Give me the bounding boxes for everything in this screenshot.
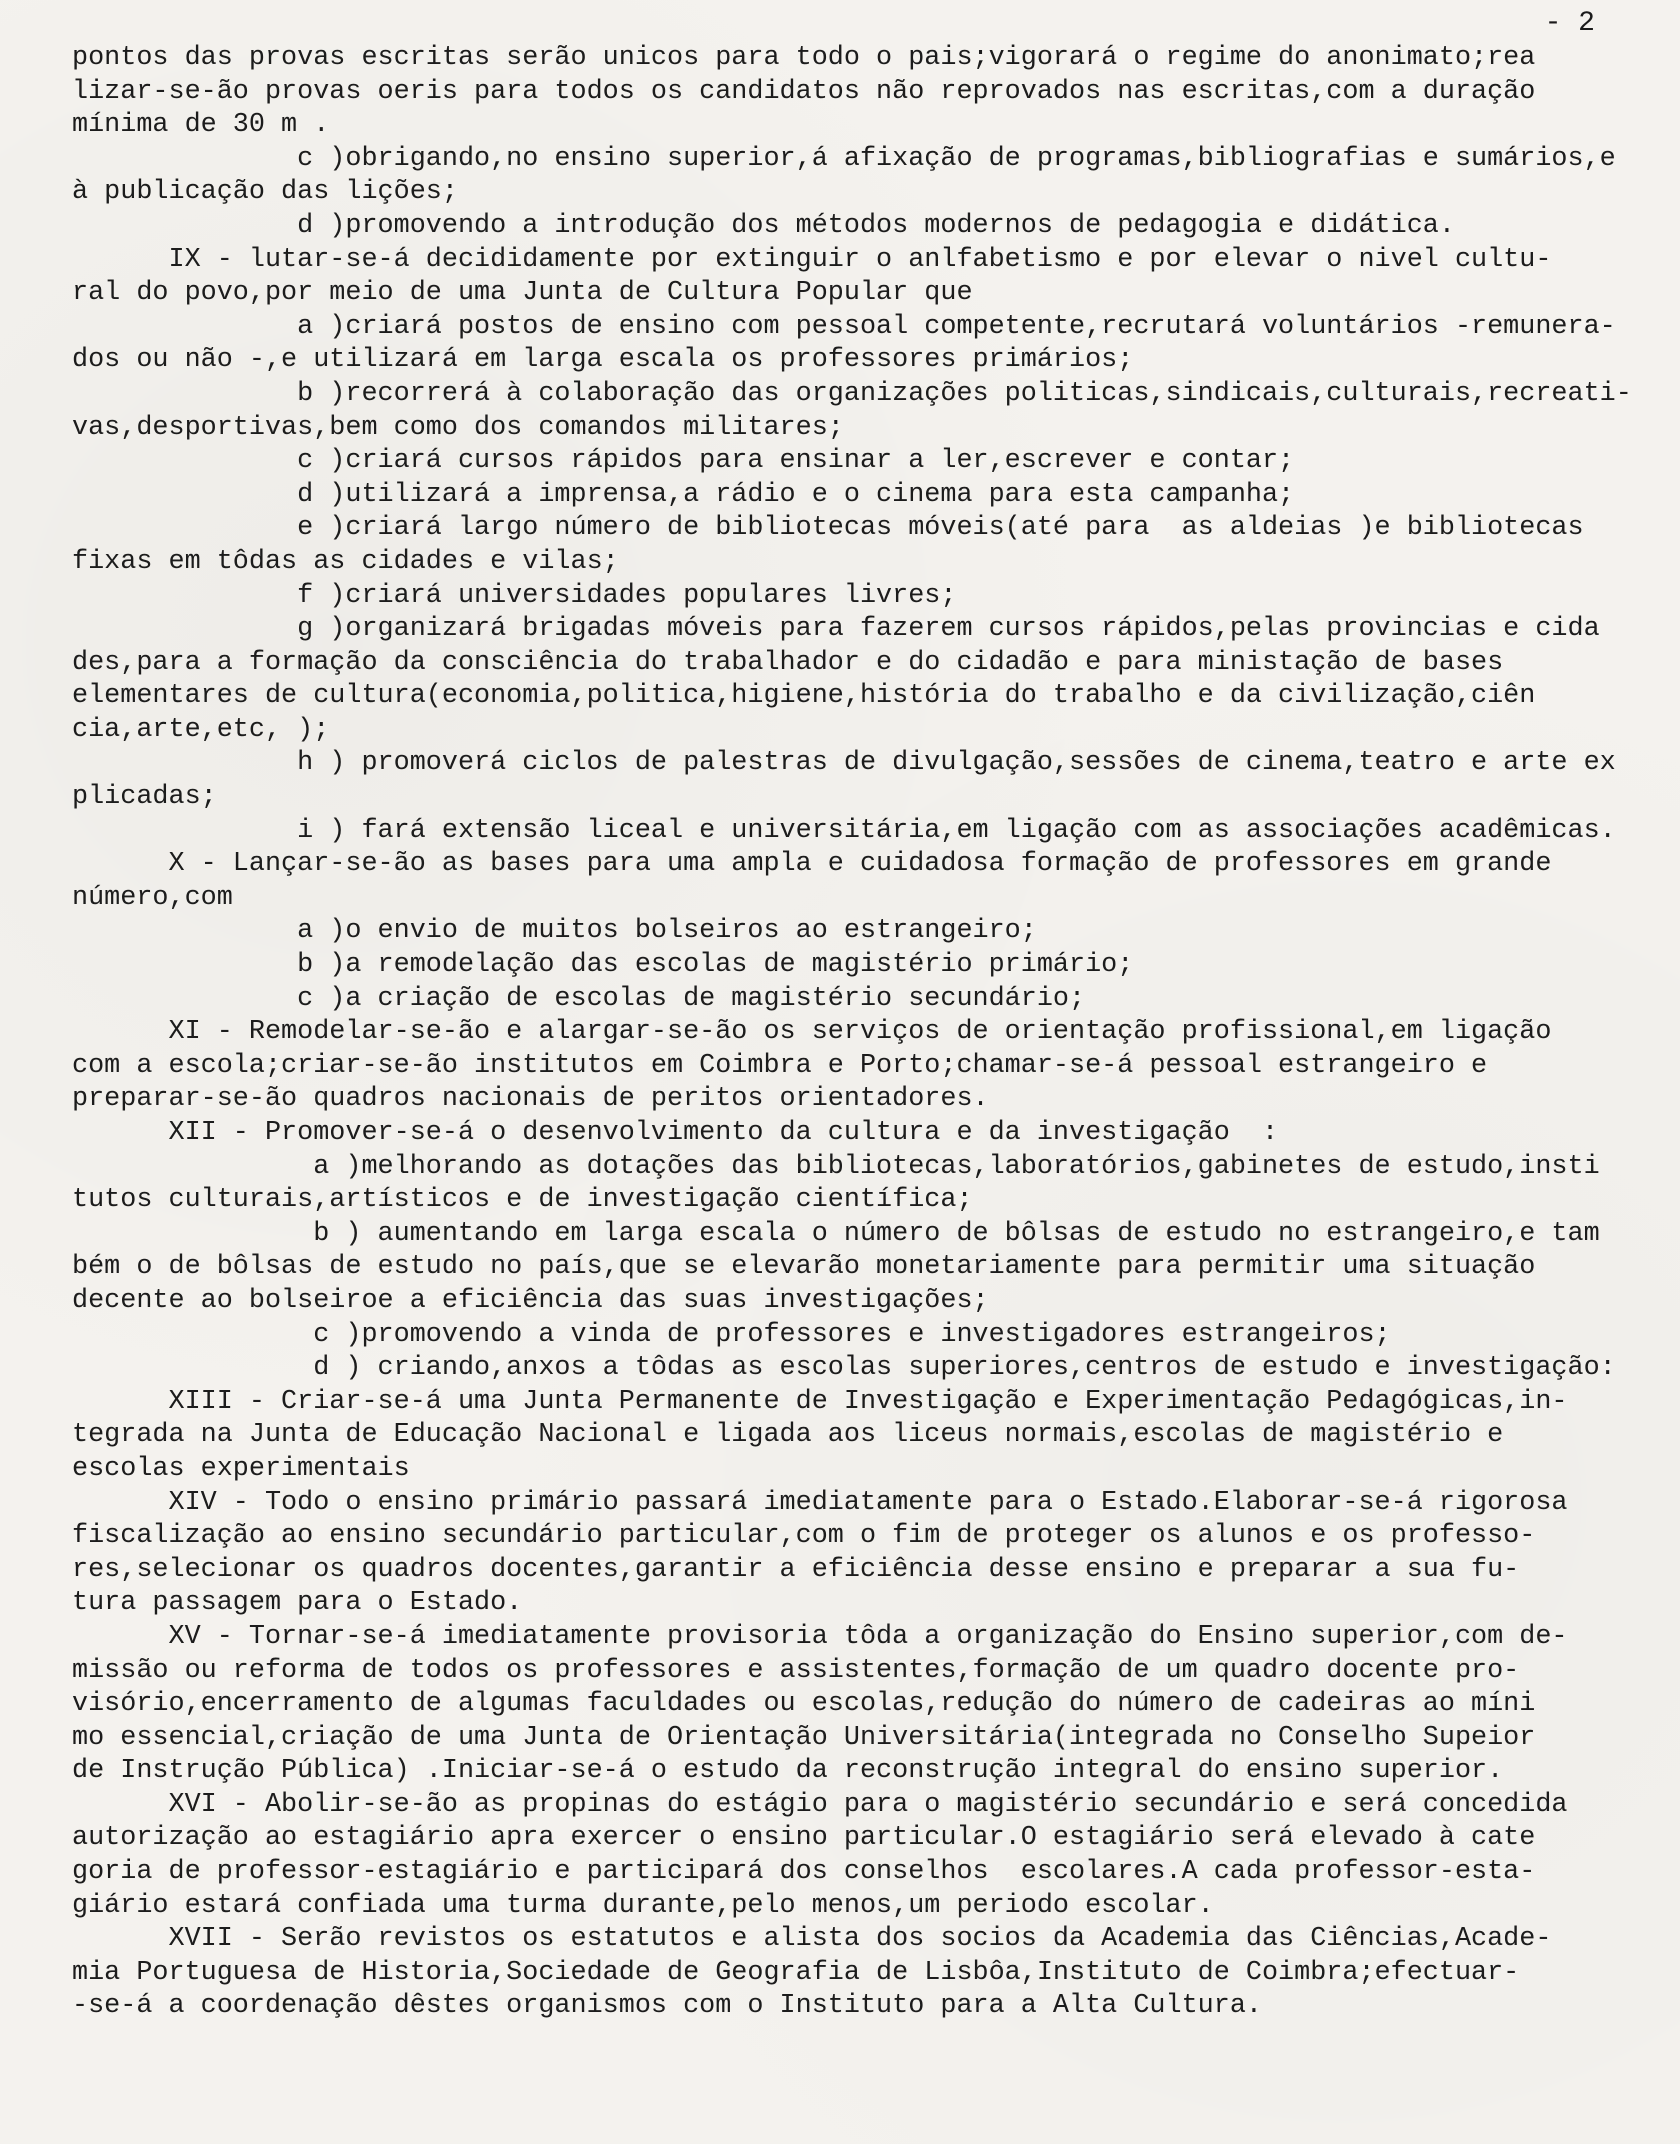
- text-line: decente ao bolseiroe a eficiência das suas investigações;: [72, 1285, 989, 1316]
- text-line: fixas em tôdas as cidades e vilas;: [72, 546, 619, 577]
- text-line: cia,arte,etc, );: [72, 714, 330, 745]
- text-line: mínima de 30 m .: [72, 110, 330, 141]
- text-line: d )promovendo a introdução dos métodos modernos de pedagogia e didática.: [72, 210, 1455, 241]
- text-line: tura passagem para o Estado.: [72, 1588, 523, 1619]
- text-line: g )organizará brigadas móveis para fazerem cursos rápidos,pelas provincias e cida: [72, 614, 1600, 645]
- text-line: mia Portuguesa de Historia,Sociedade de Geografia de Lisbôa,Instituto de Coimbra;efectuar-: [72, 1957, 1520, 1988]
- text-line: b ) aumentando em larga escala o número de bôlsas de estudo no estrangeiro,e tam: [72, 1218, 1600, 1249]
- text-line: preparar-se-ão quadros nacionais de peritos orientadores.: [72, 1084, 989, 1115]
- text-line: ral do povo,por meio de uma Junta de Cultura Popular que: [72, 278, 973, 309]
- page-number: - 2: [1544, 8, 1595, 39]
- text-line: XIV - Todo o ensino primário passará imediatamente para o Estado.Elaborar-se-á rigorosa: [72, 1487, 1568, 1518]
- text-line: d ) criando,anxos a tôdas as escolas superiores,centros de estudo e investigação:: [72, 1353, 1616, 1384]
- text-line: -se-á a coordenação dêstes organismos com o Instituto para a Alta Cultura.: [72, 1991, 1262, 2022]
- text-line: mo essencial,criação de uma Junta de Orientação Universitária(integrada no Conselho Supeior: [72, 1722, 1536, 1753]
- text-line: plicadas;: [72, 782, 217, 813]
- text-line: XI - Remodelar-se-ão e alargar-se-ão os serviços de orientação profissional,em ligação: [72, 1017, 1552, 1048]
- text-line: autorização ao estagiário apra exercer o ensino particular.O estagiário será elevado à cate: [72, 1823, 1536, 1854]
- text-line: IX - lutar-se-á decididamente por extinguir o anlfabetismo e por elevar o nivel cultu-: [72, 244, 1552, 275]
- text-line: a )criará postos de ensino com pessoal competente,recrutará voluntários -remunera-: [72, 311, 1616, 342]
- text-line: XIII - Criar-se-á uma Junta Permanente de Investigação e Experimentação Pedagógicas,in-: [72, 1386, 1568, 1417]
- text-line: pontos das provas escritas serão unicos para todo o pais;vigorará o regime do anonimato;rea: [72, 43, 1536, 73]
- text-line: bém o de bôlsas de estudo no país,que se elevarão monetariamente para permitir uma situação: [72, 1252, 1536, 1283]
- text-line: goria de professor-estagiário e participará dos conselhos escolares.A cada professor-esta-: [72, 1857, 1536, 1888]
- text-line: d )utilizará a imprensa,a rádio e o cinema para esta campanha;: [72, 479, 1295, 510]
- text-line: XVII - Serão revistos os estatutos e alista dos socios da Academia das Ciências,Acade-: [72, 1924, 1552, 1955]
- text-line: XVI - Abolir-se-ão as propinas do estágio para o magistério secundário e será concedida: [72, 1789, 1568, 1820]
- text-line: c )obrigando,no ensino superior,á afixação de programas,bibliografias e sumários,e: [72, 143, 1616, 174]
- text-line: dos ou não -,e utilizará em larga escala os professores primários;: [72, 345, 1134, 376]
- text-line: elementares de cultura(economia,politica,higiene,história do trabalho e da civilização,ciên: [72, 681, 1536, 712]
- text-line: número,com: [72, 882, 233, 913]
- text-line: fiscalização ao ensino secundário particular,com o fim de proteger os alunos e os professo-: [72, 1521, 1536, 1552]
- text-line: h ) promoverá ciclos de palestras de divulgação,sessões de cinema,teatro e arte ex: [72, 748, 1616, 779]
- text-line: tegrada na Junta de Educação Nacional e ligada aos liceus normais,escolas de magistério e: [72, 1420, 1504, 1451]
- text-line: e )criará largo número de bibliotecas móveis(até para as aldeias )e bibliotecas: [72, 513, 1584, 544]
- text-line: i ) fará extensão liceal e universitária,em ligação com as associações acadêmicas.: [72, 815, 1616, 846]
- text-line: giário estará confiada uma turma durante,pelo menos,um periodo escolar.: [72, 1890, 1214, 1921]
- text-line: res,selecionar os quadros docentes,garantir a eficiência desse ensino e preparar a sua fu-: [72, 1554, 1520, 1585]
- text-line: tutos culturais,artísticos e de investigação científica;: [72, 1185, 973, 1216]
- text-line: c )a criação de escolas de magistério secundário;: [72, 983, 1086, 1014]
- text-line: b )a remodelação das escolas de magistério primário;: [72, 950, 1134, 981]
- text-line: lizar-se-ão provas oeris para todos os candidatos não reprovados nas escritas,com a duração: [72, 76, 1536, 107]
- text-line: escolas experimentais: [72, 1453, 410, 1484]
- document-body: [72, 42, 1632, 2024]
- text-line: X - Lançar-se-ão as bases para uma ampla e cuidadosa formação de professores em grande: [72, 849, 1552, 880]
- text-line: missão ou reforma de todos os professores e assistentes,formação de um quadro docente pro-: [72, 1655, 1520, 1686]
- text-line: a )o envio de muitos bolseiros ao estrangeiro;: [72, 916, 1037, 947]
- text-line: des,para a formação da consciência do trabalhador e do cidadão e para ministação de bases: [72, 647, 1504, 678]
- text-line: vas,desportivas,bem como dos comandos militares;: [72, 412, 844, 443]
- text-line: f )criará universidades populares livres;: [72, 580, 957, 611]
- text-line: XII - Promover-se-á o desenvolvimento da cultura e da investigação :: [72, 1118, 1279, 1148]
- text-line: visório,encerramento de algumas faculdades ou escolas,redução do número de cadeiras ao míni: [72, 1689, 1536, 1720]
- text-line: c )criará cursos rápidos para ensinar a ler,escrever e contar;: [72, 446, 1295, 477]
- text-line: b )recorrerá à colaboração das organizações politicas,sindicais,culturais,recreati-: [72, 378, 1632, 409]
- text-line: à publicação das lições;: [72, 177, 458, 208]
- text-line: a )melhorando as dotações das bibliotecas,laboratórios,gabinetes de estudo,insti: [72, 1151, 1600, 1182]
- text-line: c )promovendo a vinda de professores e investigadores estrangeiros;: [72, 1319, 1391, 1350]
- text-line: de Instrução Pública) .Iniciar-se-á o estudo da reconstrução integral do ensino superior.: [72, 1756, 1504, 1787]
- text-line: com a escola;criar-se-ão institutos em Coimbra e Porto;chamar-se-á pessoal estrangeiro e: [72, 1050, 1488, 1081]
- text-line: XV - Tornar-se-á imediatamente provisoria tôda a organização do Ensino superior,com de-: [72, 1621, 1568, 1652]
